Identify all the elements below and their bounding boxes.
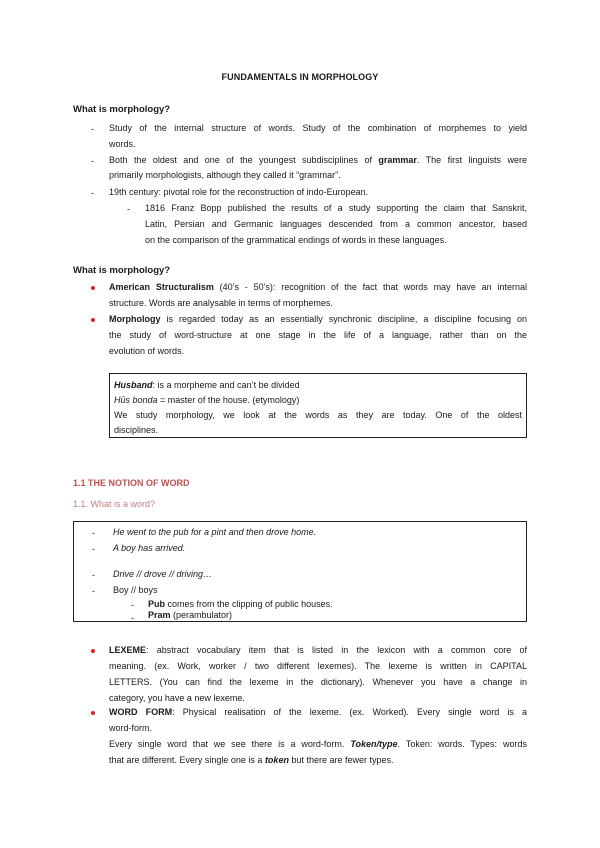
list-item-line: the study of word-structure at one stage in the life of a language, rather than on the (109, 330, 527, 340)
note-line: Husband: is a morpheme and can’t be divided (114, 380, 300, 390)
example-line: Drive // drove // driving… (113, 569, 213, 579)
note-line: Hūs bonda = master of the house. (etymology) (114, 395, 300, 405)
bullet-dot-icon (91, 318, 95, 322)
list-item-line: that are different. Every single one is a token but there are fewer types. (109, 755, 394, 765)
section-heading-morphology-2: What is morphology? (73, 265, 171, 276)
list-item-line: word-form. (109, 723, 153, 733)
list-item-line: Morphology is regarded today as an essentially synchronic discipline, a discipline focusing on (109, 314, 527, 324)
bullet-dot-icon (91, 649, 95, 653)
list-item-line: structure. Words are analysable in terms of morphemes. (109, 298, 333, 308)
list-item-line: primarily morphologists, although they called it “grammar”. (109, 170, 341, 180)
bullet-dot-icon (91, 711, 95, 715)
example-line: He went to the pub for a pint and then drove home. (113, 527, 317, 537)
list-item-line: LEXEME: abstract vocabulary item that is listed in the lexicon with a common core of (109, 645, 527, 655)
subsection-heading-what-is-a-word: 1.1. What is a word? (73, 499, 156, 509)
dash-bullet: - (92, 528, 95, 538)
list-item-line: WORD FORM: Physical realisation of the lexeme. (ex. Worked). Every single word is a (109, 707, 527, 717)
dash-bullet: - (131, 600, 134, 610)
list-item-line: evolution of words. (109, 346, 185, 356)
bullet-dot-icon (91, 286, 95, 290)
list-item-line: Both the oldest and one of the youngest subdisciplines of grammar. The first linguists were (109, 155, 527, 165)
list-item-line: Every single word that we see there is a word-form. Token/type. Token: words. Types: words (109, 739, 527, 749)
dash-bullet: - (92, 586, 95, 596)
example-line: Pram (perambulator) (148, 610, 233, 620)
page-title: FUNDAMENTALS IN MORPHOLOGY (221, 72, 379, 82)
list-item-line: 1816 Franz Bopp published the results of a study supporting the claim that Sanskrit, (145, 203, 527, 213)
section-heading-notion-of-word: 1.1 THE NOTION OF WORD (73, 478, 190, 488)
dash-bullet: - (91, 156, 94, 166)
list-item-line: Study of the internal structure of words. Study of the combination of morphemes to yield (109, 123, 527, 133)
dash-bullet: - (91, 124, 94, 134)
dash-bullet: - (91, 188, 94, 198)
list-item-line: category, you have a new lexeme. (109, 693, 245, 703)
list-item-line: LETTERS. (You can find the lexeme in the dictionary). Whenever you have a change in (109, 677, 527, 687)
list-item-line: meaning. (ex. Work, worker / two different lexemes). The lexeme is written in CAPITAL (109, 661, 527, 671)
list-item-line: on the comparison of the grammatical endings of words in these languages. (145, 235, 447, 245)
list-item-line: Latin, Persian and Germanic languages descended from a common ancestor, based (145, 219, 527, 229)
example-line: A boy has arrived. (113, 543, 186, 553)
section-heading-morphology-1: What is morphology? (73, 104, 171, 115)
note-line: We study morphology, we look at the words as they are today. One of the oldest (114, 410, 522, 420)
dash-bullet: - (131, 613, 134, 623)
dash-bullet: - (92, 544, 95, 554)
example-line: Pub comes from the clipping of public houses. (148, 599, 333, 609)
dash-bullet: - (92, 570, 95, 580)
example-line: Boy // boys (113, 585, 158, 595)
note-line: disciplines. (114, 425, 159, 435)
list-item-line: American Structuralism (40’s - 50’s): recognition of the fact that words may have an internal (109, 282, 528, 292)
dash-bullet: - (127, 204, 130, 214)
list-item-line: words. (109, 139, 136, 149)
list-item-line: 19th century: pivotal role for the reconstruction of indo-European. (109, 187, 369, 197)
